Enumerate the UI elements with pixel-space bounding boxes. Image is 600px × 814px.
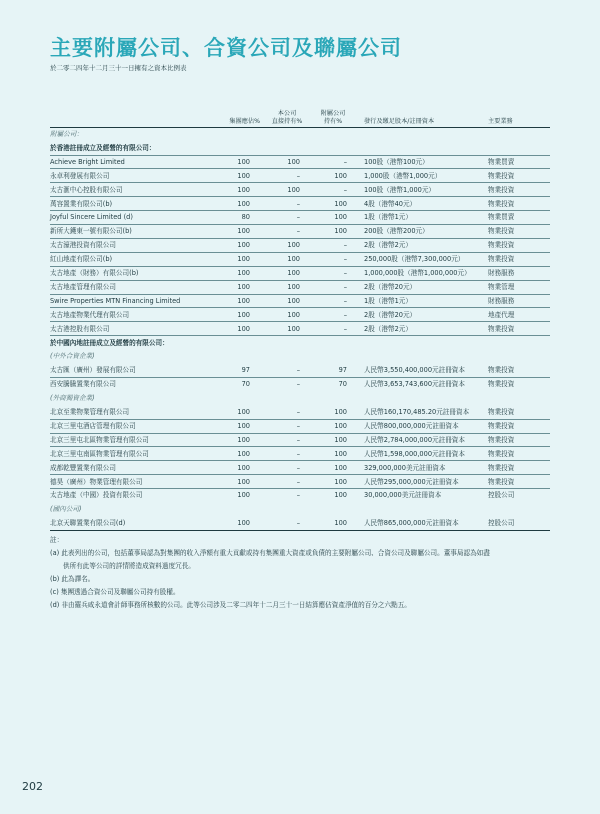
- group-percent: 100: [237, 324, 250, 333]
- direct-percent: –: [296, 519, 300, 528]
- indirect-percent: –: [343, 185, 347, 194]
- principal-business: 物業投資: [488, 463, 515, 472]
- indirect-percent: –: [343, 282, 347, 291]
- note-d: (d) 非由羅兵咸永道會計師事務所核數的公司。此等公司涉及二零二四年十二月三十一日結算應佔資產淨值的百分之六點五。: [50, 601, 411, 609]
- group-percent: 100: [237, 282, 250, 291]
- header-capital: 發行及繳足股本/註冊資本: [364, 118, 435, 125]
- direct-percent: –: [296, 380, 300, 389]
- issued-capital: 人民幣800,000,000元註冊資本: [364, 421, 459, 430]
- group-percent: 100: [237, 435, 250, 444]
- group-percent: 100: [237, 477, 250, 486]
- table-row: [50, 406, 550, 418]
- group-percent: 100: [237, 241, 250, 250]
- indirect-percent: –: [343, 269, 347, 277]
- page-title: 主要附屬公司、合資公司及聯屬公司: [50, 36, 402, 60]
- table-row: [50, 184, 550, 196]
- indirect-percent: 100: [334, 435, 347, 444]
- table-row: [50, 253, 550, 265]
- table-row: [50, 462, 550, 474]
- company-name: Joyful Sincere Limited (d): [50, 213, 133, 222]
- indirect-percent: –: [343, 241, 347, 250]
- header-direct-line2: 直接持有%: [271, 118, 303, 125]
- direct-percent: 100: [287, 324, 300, 333]
- company-name: 紅山地產有限公司(b): [50, 255, 113, 264]
- principal-business: 控股公司: [488, 491, 515, 500]
- indirect-percent: 100: [334, 227, 347, 236]
- direct-percent: 100: [287, 296, 300, 305]
- company-name: 萬容置業有限公司(b): [50, 199, 113, 208]
- issued-capital: 100股（港幣100元）: [364, 157, 429, 166]
- principal-business: 物業投資: [488, 408, 515, 416]
- notes-label: 註：: [50, 536, 64, 544]
- table-row: [50, 434, 550, 446]
- category-label: [50, 503, 550, 515]
- direct-percent: 100: [287, 157, 300, 166]
- principal-business: 物業買賣: [488, 213, 515, 222]
- direct-percent: –: [296, 227, 300, 236]
- section-heading: [50, 142, 550, 154]
- principal-business: 物業投資: [488, 324, 515, 333]
- issued-capital: 329,000,000美元註冊資本: [364, 463, 446, 472]
- issued-capital: 2股（港幣20元）: [364, 282, 417, 291]
- issued-capital: 4股（港幣40元）: [364, 199, 417, 208]
- principal-business: 物業投資: [488, 171, 515, 180]
- company-name: 西安騰騰置業有限公司: [50, 380, 116, 389]
- indirect-percent: 100: [334, 421, 347, 430]
- issued-capital: 1,000股（港幣1,000元）: [364, 171, 442, 180]
- principal-business: 物業投資: [488, 255, 515, 264]
- indirect-percent: 100: [334, 213, 347, 222]
- indirect-percent: 100: [334, 408, 347, 416]
- direct-percent: –: [296, 435, 300, 444]
- issued-capital: 1股（港幣1元）: [364, 296, 412, 305]
- header-indirect-line2: 持有%: [323, 118, 343, 125]
- indirect-percent: –: [343, 296, 347, 305]
- company-name: 成都乾豐置業有限公司: [50, 463, 116, 472]
- company-name: (中外合資企業): [50, 352, 95, 361]
- principal-business: 物業投資: [488, 380, 515, 389]
- table-row: [50, 198, 550, 210]
- company-name: (外商獨資企業): [50, 394, 95, 403]
- indirect-percent: –: [343, 255, 347, 264]
- indirect-percent: 70: [338, 380, 347, 389]
- direct-percent: –: [296, 213, 300, 222]
- table-row: [50, 517, 550, 529]
- indirect-percent: –: [343, 324, 347, 333]
- group-percent: 100: [237, 421, 250, 430]
- note-a-continued: 供所有此等公司的詳情將造成資料過度冗長。: [63, 562, 195, 570]
- principal-business: 物業買賣: [488, 157, 515, 166]
- group-percent: 100: [237, 255, 250, 264]
- group-percent: 100: [237, 296, 250, 305]
- section-heading: [50, 337, 550, 349]
- category-label: [50, 392, 550, 404]
- principal-business: 地產代理: [488, 310, 515, 319]
- company-name: 附屬公司：: [50, 130, 83, 138]
- principal-business: 物業投資: [488, 366, 515, 375]
- table-row: [50, 420, 550, 432]
- group-percent: 100: [237, 227, 250, 236]
- note-a: (a) 此表列出的公司，包括董事局認為對集團的收入淨額有重大貢獻或持有集團重大資產或負債的主要附屬公司、合資公司及聯屬公司。董事局認為如盡: [50, 549, 490, 557]
- indirect-percent: 100: [334, 199, 347, 208]
- company-name: 永卓利發展有限公司: [50, 171, 110, 180]
- company-name: 太古港控股有限公司: [50, 324, 110, 333]
- header-group-percent: 集團應佔%: [229, 118, 260, 125]
- indirect-percent: 97: [338, 366, 347, 375]
- group-percent: 100: [237, 449, 250, 458]
- principal-business: 物業投資: [488, 449, 515, 458]
- table-row: [50, 295, 550, 307]
- company-name: Achieve Bright Limited: [50, 157, 125, 166]
- group-percent: 100: [237, 171, 250, 180]
- issued-capital: 2股（港幣20元）: [364, 310, 417, 319]
- issued-capital: 人民幣2,784,000,000元註冊資本: [364, 435, 465, 444]
- indirect-percent: –: [343, 157, 347, 166]
- company-name: 太古地產（中國）投資有限公司: [50, 491, 143, 500]
- company-name: 德昊（廣州）物業管理有限公司: [50, 477, 143, 486]
- table-row: [50, 476, 550, 488]
- direct-percent: –: [296, 477, 300, 486]
- issued-capital: 2股（港幣2元）: [364, 241, 412, 250]
- direct-percent: –: [296, 199, 300, 208]
- table-row: [50, 489, 550, 501]
- company-name: 北京三里屯酒店管理有限公司: [50, 421, 136, 430]
- direct-percent: 100: [287, 282, 300, 291]
- group-percent: 100: [237, 157, 250, 166]
- note-b: (b) 此為譯名。: [50, 575, 95, 583]
- page-number: 202: [22, 780, 43, 793]
- principal-business: 物業投資: [488, 435, 515, 444]
- principal-business: 物業投資: [488, 227, 515, 236]
- principal-business: 物業投資: [488, 421, 515, 430]
- direct-percent: –: [296, 463, 300, 472]
- category-label: [50, 128, 550, 140]
- group-percent: 100: [237, 408, 250, 416]
- indirect-percent: 100: [334, 519, 347, 528]
- principal-business: 財務服務: [488, 269, 515, 277]
- direct-percent: 100: [287, 241, 300, 250]
- company-name: 北京至業物業管理有限公司: [50, 408, 130, 416]
- company-name: 太古地產物業代理有限公司: [50, 310, 130, 319]
- group-percent: 100: [237, 269, 250, 277]
- company-name: (國內公司): [50, 505, 82, 514]
- issued-capital: 1,000,000股（港幣1,000,000元）: [364, 269, 471, 277]
- category-label: [50, 350, 550, 362]
- group-percent: 70: [241, 380, 250, 389]
- principal-business: 物業管理: [488, 282, 515, 291]
- group-percent: 100: [237, 491, 250, 500]
- indirect-percent: 100: [334, 171, 347, 180]
- table-bottom-rule: [50, 530, 550, 531]
- direct-percent: –: [296, 366, 300, 375]
- header-business: 主要業務: [488, 118, 513, 125]
- company-name: 太古滙中心控股有限公司: [50, 185, 123, 194]
- indirect-percent: 100: [334, 477, 347, 486]
- header-direct-line1: 本公司: [277, 110, 297, 117]
- group-percent: 100: [237, 199, 250, 208]
- company-name: 北京三里屯北區物業管理有限公司: [50, 435, 149, 444]
- header-indirect-line1: 附屬公司: [320, 110, 346, 117]
- group-percent: 100: [237, 519, 250, 528]
- company-name: 太古地產管理有限公司: [50, 282, 116, 291]
- direct-percent: –: [296, 421, 300, 430]
- table-row: [50, 323, 550, 335]
- table-row: [50, 378, 550, 390]
- company-name: 北京三里屯南區物業管理有限公司: [50, 449, 149, 458]
- principal-business: 財務服務: [488, 296, 515, 305]
- issued-capital: 2股（港幣2元）: [364, 324, 412, 333]
- indirect-percent: –: [343, 310, 347, 319]
- table-row: [50, 211, 550, 223]
- company-name: 北京天聯置業有限公司(d): [50, 519, 126, 528]
- company-name: Swire Properties MTN Financing Limited: [50, 296, 181, 305]
- table-row: [50, 267, 550, 279]
- table-row: [50, 281, 550, 293]
- direct-percent: 100: [287, 185, 300, 194]
- direct-percent: –: [296, 171, 300, 180]
- company-name: 於中國內地註冊成立及經營的有限公司：: [50, 338, 169, 347]
- indirect-percent: 100: [334, 449, 347, 458]
- company-name: 於香港註冊成立及經營的有限公司：: [50, 143, 156, 152]
- company-name: 太古濠港投資有限公司: [50, 241, 116, 250]
- principal-business: 控股公司: [488, 519, 515, 528]
- issued-capital: 200股（港幣200元）: [364, 227, 429, 236]
- issued-capital: 30,000,000美元註冊資本: [364, 491, 442, 500]
- page-subtitle: 於二零二四年十二月三十一日擁有之資本比例表: [50, 64, 187, 72]
- direct-percent: 100: [287, 255, 300, 264]
- table-row: [50, 364, 550, 376]
- table-row: [50, 225, 550, 237]
- direct-percent: –: [296, 408, 300, 416]
- group-percent: 97: [241, 366, 250, 375]
- issued-capital: 人民幣3,653,743,600元註冊資本: [364, 380, 465, 389]
- group-percent: 100: [237, 310, 250, 319]
- issued-capital: 1股（港幣1元）: [364, 213, 412, 222]
- group-percent: 100: [237, 463, 250, 472]
- group-percent: 100: [237, 185, 250, 194]
- group-percent: 80: [241, 213, 250, 222]
- table-row: [50, 448, 550, 460]
- issued-capital: 人民幣3,550,400,000元註冊資本: [364, 366, 465, 375]
- direct-percent: 100: [287, 269, 300, 277]
- principal-business: 物業投資: [488, 185, 515, 194]
- issued-capital: 人民幣865,000,000元註冊資本: [364, 519, 459, 528]
- principal-business: 物業投資: [488, 241, 515, 250]
- issued-capital: 人民幣160,170,485.20元註冊資本: [364, 408, 470, 416]
- issued-capital: 人民幣1,598,000,000元註冊資本: [364, 449, 465, 458]
- issued-capital: 250,000股（港幣7,300,000元）: [364, 255, 465, 264]
- principal-business: 物業投資: [488, 199, 515, 208]
- table-row: [50, 239, 550, 251]
- indirect-percent: 100: [334, 463, 347, 472]
- table-row: [50, 309, 550, 321]
- principal-business: 物業投資: [488, 477, 515, 486]
- company-name: 新所大鑊東一號有限公司(b): [50, 227, 132, 236]
- notes-section: [50, 534, 550, 612]
- direct-percent: –: [296, 491, 300, 500]
- direct-percent: –: [296, 449, 300, 458]
- note-c: (c) 集團透過合資公司及聯屬公司持有股權。: [50, 588, 180, 596]
- indirect-percent: 100: [334, 491, 347, 500]
- company-name: 太古匯（廣州）發展有限公司: [50, 366, 136, 375]
- direct-percent: 100: [287, 310, 300, 319]
- issued-capital: 100股（港幣1,000元）: [364, 185, 436, 194]
- table-row: [50, 170, 550, 182]
- company-name: 太古地產（財務）有限公司(b): [50, 269, 139, 277]
- issued-capital: 人民幣295,000,000元註冊資本: [364, 477, 459, 486]
- table-row: [50, 156, 550, 168]
